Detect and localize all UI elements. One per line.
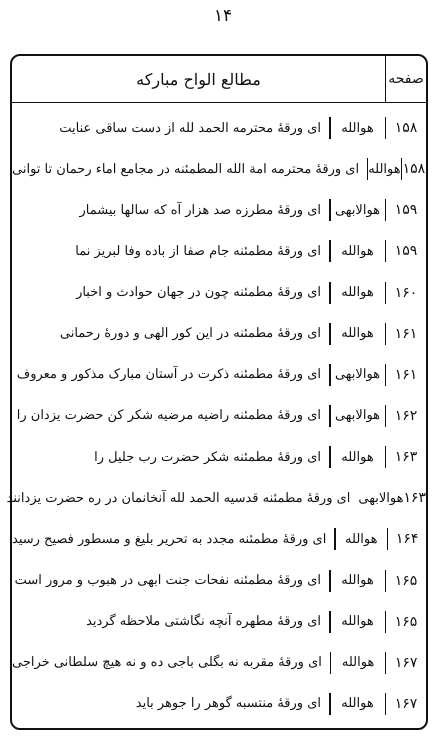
table-row: [12, 357, 426, 393]
row-text: ای ورقهٔ مطمئنه شکر حضرت رب جلیل را: [94, 449, 321, 465]
table-row: [12, 686, 426, 722]
row-page-number: ۱۶۱: [394, 325, 418, 342]
row-text: ای ورقهٔ منتسبه گوهر را جوهر باید: [135, 696, 321, 712]
column-divider: [385, 364, 387, 386]
row-text: ای ورقهٔ مطمئنه راضیه مرضیه شکر کن حضرت یزدان را: [16, 408, 321, 424]
row-page-number: ۱۶۳: [394, 449, 418, 466]
row-heading: هوالابهی: [334, 367, 381, 383]
column-divider: [329, 405, 331, 427]
row-heading: هوالله: [341, 614, 374, 630]
column-divider: [385, 693, 387, 715]
row-heading: هوالله: [341, 696, 374, 712]
row-heading: هوالله: [341, 655, 375, 671]
table-row: [12, 110, 426, 146]
row-page-number: ۱۶۳: [403, 490, 426, 507]
index-table: [6, 54, 428, 730]
table-row: [12, 233, 426, 269]
row-heading: هوالابهی: [358, 490, 404, 506]
row-text: ای ورقهٔ محترمه امة الله المطمئنه در مجامع اماء رحمان تا توانی: [12, 161, 360, 177]
row-page-number: ۱۶۱: [394, 366, 418, 383]
column-divider: [329, 117, 331, 139]
row-heading: هوالله: [368, 161, 401, 177]
column-divider: [334, 528, 335, 550]
row-heading: هوالله: [341, 326, 374, 342]
row-page-number: ۱۶۷: [394, 654, 418, 671]
row-heading: هوالله: [341, 120, 374, 136]
column-divider: [385, 199, 387, 221]
table-row: [12, 604, 426, 640]
row-heading: هوالله: [345, 531, 378, 547]
column-divider: [385, 446, 387, 468]
row-page-number: ۱۵۹: [394, 202, 418, 219]
column-divider: [329, 693, 331, 715]
column-divider: [385, 611, 387, 633]
column-divider: [385, 323, 387, 345]
row-page-number: ۱۶۷: [394, 695, 418, 712]
table-row: [12, 275, 426, 311]
column-divider: [387, 528, 388, 550]
column-divider: [385, 405, 387, 427]
column-divider: [329, 446, 331, 468]
row-page-number: ۱۶۲: [394, 407, 418, 424]
column-divider: [385, 282, 387, 304]
column-divider: [329, 611, 331, 633]
header-page-label: صفحه: [385, 56, 426, 102]
table-row: [12, 151, 426, 187]
row-page-number: ۱۶۴: [395, 531, 419, 548]
table-row: [12, 645, 426, 681]
row-text: ای ورقهٔ محترمه الحمد لله از دست ساقی عنایت: [59, 120, 321, 136]
page-number: ۱۴: [213, 6, 233, 26]
row-heading: هوالابهی: [334, 202, 381, 218]
table-row: [6, 480, 426, 516]
table-body: [6, 110, 426, 722]
row-text: ای ورقهٔ مطمئنه جام صفا از باده وفا لبریز نما: [75, 243, 321, 259]
row-text: ای ورقهٔ مطمئنه نفحات جنت ابهی در هبوب و مرور است: [14, 573, 321, 589]
row-page-number: ۱۶۵: [394, 572, 418, 589]
column-divider: [329, 282, 331, 304]
column-divider: [385, 240, 387, 262]
row-text: ای ورقهٔ مطمئنه مجدد به تحریر بلیغ و مسطور فصیح رسید: [12, 531, 327, 547]
row-page-number: ۱۵۹: [394, 243, 418, 260]
row-text: ای ورقهٔ مطمئنه چون در جهان حوادث و اخبار: [76, 285, 321, 301]
row-heading: هوالله: [341, 573, 374, 589]
table-header: [12, 56, 426, 103]
row-page-number: ۱۶۰: [394, 284, 418, 301]
column-divider: [385, 117, 387, 139]
row-text: ای ورقهٔ مطهره آنچه نگاشتی ملاحظه گردید: [86, 614, 321, 630]
column-divider: [329, 570, 331, 592]
table-row: [12, 521, 426, 557]
row-heading: هوالله: [341, 243, 374, 259]
row-heading: هوالله: [341, 449, 374, 465]
table-row: [12, 439, 426, 475]
row-page-number: ۱۵۸: [394, 120, 418, 136]
table-row: [12, 192, 426, 228]
row-heading: هوالله: [341, 285, 374, 301]
column-divider: [329, 323, 331, 345]
row-text: ای ورقهٔ مطمئنه ذکرت در آستان مبارک مذکور و معروف: [16, 367, 321, 383]
column-divider: [329, 364, 331, 386]
row-text: ای ورقهٔ مقربه نه بگلی باجی ده و نه هیچ سلطانی خراجی: [12, 655, 322, 671]
column-divider: [367, 158, 368, 180]
row-text: ای ورقهٔ مطمئنه در این کور الهی و دورهٔ رحمانی: [59, 326, 321, 342]
column-divider: [329, 240, 331, 262]
table-row: [12, 398, 426, 434]
table-row: [12, 316, 426, 352]
row-heading: هوالابهی: [334, 408, 381, 424]
header-title-label: مطالع الواح مبارکه: [136, 69, 261, 89]
table-row: [12, 563, 426, 599]
column-divider: [385, 652, 386, 674]
row-page-number: ۱۵۸: [402, 161, 426, 178]
column-divider: [329, 199, 331, 221]
row-page-number: ۱۶۵: [394, 613, 418, 630]
row-text: ای ورقهٔ مطرزه صد هزار آه که سالها بیشمار: [79, 202, 321, 218]
row-text: ای ورقهٔ مطمئنه قدسیه الحمد لله آنخانمان در ره حضرت یزدانند: [6, 490, 351, 506]
column-divider: [330, 652, 331, 674]
column-divider: [385, 570, 387, 592]
